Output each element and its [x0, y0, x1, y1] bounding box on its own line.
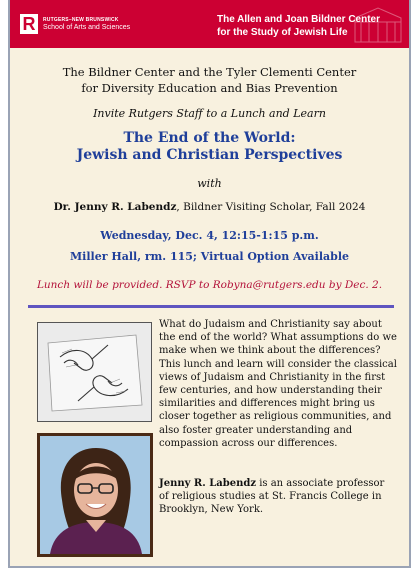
speaker-name: Dr. Jenny R. Labendz [53, 201, 177, 213]
speaker-photo [37, 433, 153, 557]
divider [28, 305, 394, 308]
header-banner [10, 0, 409, 48]
center-line-2: for the Study of Jewish Life [217, 27, 348, 38]
center-line-1: The Allen and Joan Bildner Center [217, 14, 380, 25]
lunch-rsvp-note: Lunch will be provided. RSVP to Robyna@rutgers.edu by Dec. 2. [36, 279, 383, 291]
event-title-line-1: The End of the World: [123, 130, 296, 146]
drawing-hands-image [37, 322, 152, 422]
event-location: Miller Hall, rm. 115; Virtual Option Available [69, 250, 349, 263]
speaker-line [10, 201, 409, 213]
speaker-role: , Bildner Visiting Scholar, Fall 2024 [176, 201, 366, 213]
speaker-portrait [40, 436, 150, 554]
bio-text: is an associate professor of religious studies at St. Francis College in Brooklyn, New York. [159, 478, 385, 516]
flyer [8, 0, 411, 568]
organizers-line-1: The Bildner Center and the Tyler Clementi Center [62, 65, 357, 79]
event-title-line-2: Jewish and Christian Perspectives [76, 147, 343, 163]
logo-line-1: RUTGERS–NEW BRUNSWICK [43, 17, 119, 23]
invite-line: Invite Rutgers Staff to a Lunch and Learn [93, 107, 326, 120]
event-date: Wednesday, Dec. 4, 12:15-1:15 p.m. [100, 229, 319, 242]
bildner-center-title [217, 13, 407, 39]
organizers [10, 64, 409, 96]
event-title [10, 130, 409, 164]
rutgers-logo-icon: R [20, 14, 38, 34]
speaker-bio [159, 477, 397, 517]
logo-line-2: School of Arts and Sciences [43, 24, 131, 31]
bio-name: Jenny R. Labendz [159, 478, 257, 489]
event-description: What do Judaism and Christianity say about the end of the world? What assumptions do we make when we think about the differences? This lunch and learn will consider the classical views of Judaism and Christianity in the first few centuries, and how understanding their similarities and differences might bring us closer together as religious communities, and also foster greater understanding and compassion across our differences. [159, 319, 397, 449]
organizers-line-2: for Diversity Education and Bias Prevention [81, 81, 338, 95]
drawing-hands-illustration [38, 323, 151, 421]
with-label: with [197, 177, 222, 190]
